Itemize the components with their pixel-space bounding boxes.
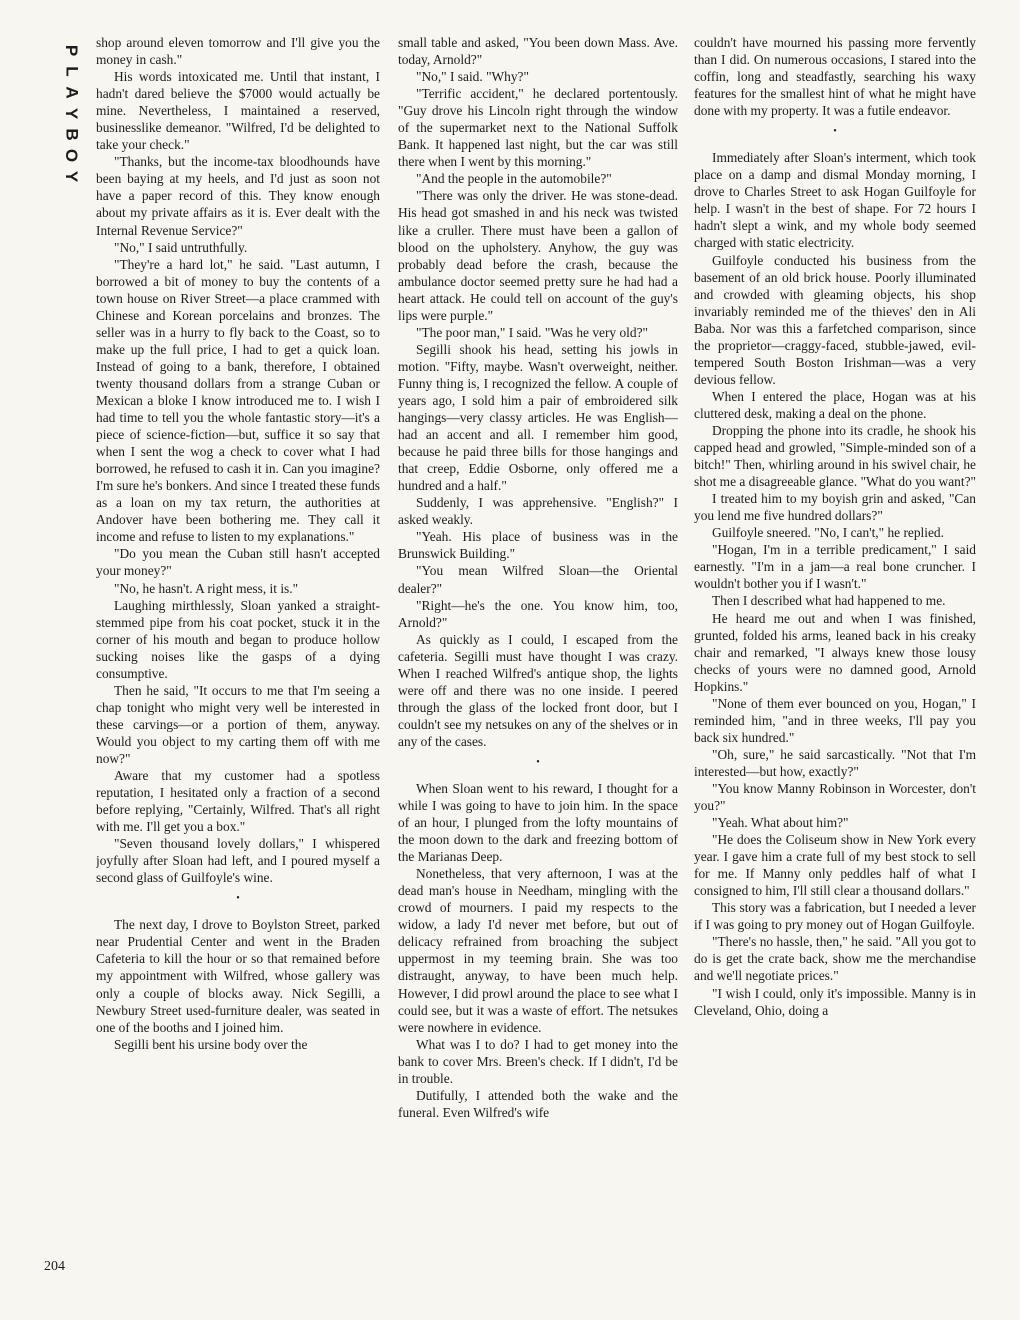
paragraph: When I entered the place, Hogan was at his cluttered desk, making a deal on the phone. (694, 388, 976, 421)
paragraph: This story was a fabrication, but I needed a lever if I was going to pry money out of Hogan Guilfoyle. (694, 900, 976, 933)
paragraph: "And the people in the automobile?" (416, 171, 612, 187)
paragraph: Immediately after Sloan's interment, which took place on a damp and dismal Monday morning, I drove to Charles Street to ask Hogan Guilfoyle for help. I wasn't in the best of shape. For 72 hours I hadn't slept a wink, and my whole body seemed charged with static electricity. (694, 150, 976, 251)
paragraph: "No, he hasn't. A right mess, it is." (114, 580, 299, 596)
paragraph: When Sloan went to his reward, I thought for a while I was going to have to join him. In the space of an hour, I plunged from the lofty mountains of the moon down to the dark and freezing bottom of the Marianas Deep. (398, 780, 678, 865)
paragraph: "Oh, sure," he said sarcastically. "Not that I'm interested—but how, exactly?" (694, 746, 976, 779)
page-number: 204 (44, 1259, 65, 1274)
paragraph: He heard me out and when I was finished, grunted, folded his arms, leaned back in his creaky chair and remarked, "I always knew those lousy checks of yours were no damned good, Arnold Hopkins." (694, 610, 976, 694)
paragraph: Guilfoyle sneered. "No, I can't," he replied. (712, 525, 944, 541)
paragraph: I treated him to my boyish grin and asked, "Can you lend me five hundred dollars?" (694, 491, 976, 524)
paragraph: "Yeah. His place of business was in the Brunswick Building." (398, 529, 678, 562)
paragraph: As quickly as I could, I escaped from the cafeteria. Segilli must have thought I was crazy. When I reached Wilfred's antique shop, the lights were off and there was no one inside. I peered through the glass of the locked front door, but I couldn't see my netsukes on any of the shelves or in any of the cases. (398, 631, 678, 749)
paragraph: Then I described what had happened to me. (712, 593, 946, 609)
paragraph: "Right—he's the one. You know him, too, Arnold?" (398, 597, 678, 630)
masthead-letter: O (62, 148, 82, 163)
paragraph: couldn't have mourned his passing more fervently than I did. On numerous occasions, I stared into the coffin, long and steadfastly, searching his waxy features for the smallest hint of what he might have done with my property. It was a futile endeavor. (694, 35, 976, 119)
paragraph: "Seven thousand lovely dollars," I whispered joyfully after Sloan had left, and I poured myself a second glass of Guilfoyle's wine. (96, 836, 380, 886)
paragraph: Then he said, "It occurs to me that I'm seeing a chap tonight who might very well be interested in these carvings—or a portion of them, anyway. Would you object to my carting them off with me now?" (96, 682, 380, 766)
text-column-1 (96, 34, 380, 1284)
section-break: • (236, 893, 240, 905)
masthead-letter: Y (62, 107, 82, 120)
paragraph: "No," I said untruthfully. (114, 239, 248, 255)
paragraph: "I wish I could, only it's impossible. Manny is in Cleveland, Ohio, doing a (694, 985, 976, 1018)
paragraph: "Terrific accident," he declared portentously. "Guy drove his Lincoln right through the window of the supermarket next to the National Suffolk Bank. It happened last night, but the car was still there when I went by this morning." (398, 86, 678, 170)
paragraph: "He does the Coliseum show in New York every year. I gave him a crate full of my best stock to sell for me. If Manny only peddles half of what I consigned to him, I'll still clear a thousand dollars." (694, 832, 976, 899)
section-break: • (833, 126, 837, 138)
paragraph: "Thanks, but the income-tax bloodhounds have been baying at my heels, and I'd just as soon not have a paper record of this. They know enough about my private affairs as it is. Ever dealt with the Internal Revenue Service?" (96, 154, 380, 238)
paragraph: "You mean Wilfred Sloan—the Oriental dealer?" (398, 563, 678, 596)
paragraph: "No," I said. "Why?" (416, 69, 529, 85)
masthead-letter: A (62, 86, 82, 99)
masthead (60, 40, 84, 187)
paragraph: Guilfoyle conducted his business from the basement of an old brick house. Poorly illuminated and crowded with gleaming objects, his shop invariably reminded me of the thieves' den in Ali Baba. Nor was this a farfetched comparison, since the proprietor—craggy-faced, stubble-jawed, evil-tempered South Boston Irishman—was a very devious fellow. (694, 252, 976, 387)
paragraph: "None of them ever bounced on you, Hogan," I reminded him, "and in three weeks, I'll pay you back six hundred." (694, 695, 976, 745)
paragraph: Nonetheless, that very afternoon, I was at the dead man's house in Needham, mingling with the crowd of mourners. I paid my respects to the widow, a lady I'd never met before, but out of delicacy refrained from broaching the subject uppermost in my teeming brain. She was too distraught, anyway, to have been much help. However, I did prowl around the place to see what I could see, but it was a waste of effort. The netsukes were nowhere in evidence. (398, 866, 678, 1035)
paragraph: "There's no hassle, then," he said. "All you got to do is get the crate back, show me the merchandise and we'll negotiate prices." (694, 934, 976, 984)
paragraph: Aware that my customer had a spotless reputation, I hesitated only a fraction of a second before replying, "Certainly, Wilfred. That's all right with me. I'll get you a box." (96, 768, 380, 835)
paragraph: small table and asked, "You been down Mass. Ave. today, Arnold?" (398, 35, 678, 68)
paragraph: Segilli bent his ursine body over the (114, 1036, 308, 1052)
paragraph: Segilli shook his head, setting his jowls in motion. "Fifty, maybe. Wasn't overweight, neither. Funny thing is, I recognized the fellow. A couple of years ago, I sold him a pair of embroidered silk hangings—very classy articles. He was English—had an accent and all. I remember him good, because he paid three bills for those hangings and that creep, Eddie Osborne, only offered me a hundred and a half." (398, 341, 678, 494)
paragraph: "Do you mean the Cuban still hasn't accepted your money?" (96, 546, 380, 579)
masthead-letter: B (62, 128, 82, 141)
masthead-letter: L (62, 66, 82, 77)
paragraph: Laughing mirthlessly, Sloan yanked a straight-stemmed pipe from his coat pocket, stuck it in the corner of his mouth and began to produce hollow sucking noises like the gasps of a dying consumptive. (96, 597, 380, 681)
text-column-3 (694, 34, 976, 1284)
paragraph: The next day, I drove to Boylston Street, parked near Prudential Center and went in the Braden Cafeteria to kill the hour or so that remained before my appointment with Wilfred, whose gallery was only a couple of blocks away. Nick Segilli, a Newbury Street used-furniture dealer, was seated in one of the booths and I joined him. (96, 917, 380, 1035)
paragraph: shop around eleven tomorrow and I'll give you the money in cash." (96, 35, 380, 68)
paragraph: "They're a hard lot," he said. "Last autumn, I borrowed a bit of money to buy the contents of a town house on River Street—a place crammed with Chinese and Korean porcelains and bronzes. The seller was in a hurry to fly back to the Coast, so to make up the full price, I had to get a quick loan. Instead of going to a bank, therefore, I obtained twenty thousand dollars from a strange Cuban or Mexican a bloke I know introduced me to. I wish I had time to tell you the whole fantastic story—it's a piece of science-fiction—but, suffice it so say that when I sent the wog a check to cover what I had borrowed, he refused to cash it in. Can you imagine? I'm sure he's bonkers. And since I treated these funds as a loan on my tax return, the authorities at Andover have been bothering me. They call it income and refuse to listen to my explanations." (96, 256, 380, 545)
paragraph: Dutifully, I attended both the wake and the funeral. Even Wilfred's wife (398, 1087, 678, 1120)
paragraph: "Yeah. What about him?" (712, 815, 849, 831)
paragraph: Dropping the phone into its cradle, he shook his capped head and growled, "Simple-minded son of a bitch!" Then, whirling around in his swivel chair, he shot me a disagreeable glance. "What do you want?" (694, 422, 976, 490)
paragraph: "You know Manny Robinson in Worcester, don't you?" (694, 780, 976, 814)
masthead-letter: Y (62, 170, 82, 183)
text-column-2 (398, 34, 678, 1284)
paragraph: "The poor man," I said. "Was he very old?" (416, 324, 648, 340)
paragraph: What was I to do? I had to get money into the bank to cover Mrs. Breen's check. If I didn't, I'd be in trouble. (398, 1036, 678, 1086)
paragraph: "There was only the driver. He was stone-dead. His head got smashed in and his neck was twisted like a cruller. There must have been a gallon of blood on the upholstery. Anyhow, the guy was probably dead before the crash, because the ambulance doctor seemed pretty sure he had had a heart attack. He could tell on account of the guy's lips were purple." (398, 188, 678, 323)
paragraph: Suddenly, I was apprehensive. "English?" I asked weakly. (398, 495, 678, 528)
paragraph: His words intoxicated me. Until that instant, I hadn't dared believe the $7000 would actually be mine. Nevertheless, I maintained a reserved, businesslike demeanor. "Wilfred, I'd be delighted to take your check." (96, 69, 380, 153)
masthead-letter: P (62, 44, 82, 57)
paragraph: "Hogan, I'm in a terrible predicament," I said earnestly. "I'm in a jam—a real bone cruncher. I wouldn't bother you if I wasn't." (694, 542, 976, 592)
section-break: • (536, 756, 540, 768)
